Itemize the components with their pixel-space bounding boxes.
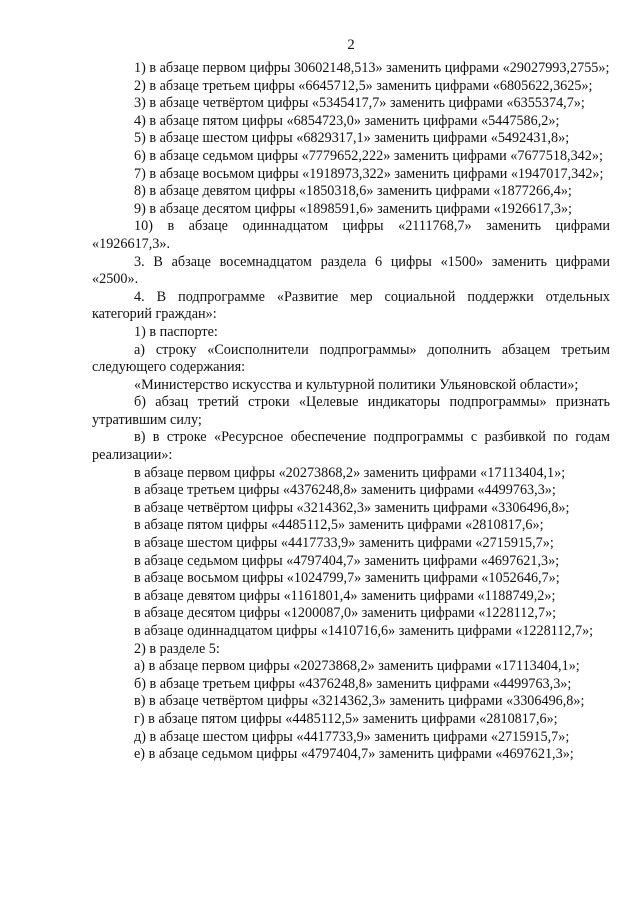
paragraph: 2) в разделе 5: xyxy=(134,640,220,657)
document-body xyxy=(92,60,610,764)
paragraph: б) в абзаце третьем цифры «4376248,8» заменить цифрами «4499763,3»; xyxy=(134,675,572,692)
paragraph: 1) в абзаце первом цифры 30602148,513» заменить цифрами «29027993,2755»; xyxy=(134,60,610,76)
paragraph: 6) в абзаце седьмом цифры «7779652,222» заменить цифрами «7677518,342»; xyxy=(134,147,603,164)
paragraph: 3. В абзаце восемнадцатом раздела 6 цифры «1500» заменить цифрами «2500». xyxy=(92,253,610,288)
paragraph: «Министерство искусства и культурной политики Ульяновской области»; xyxy=(134,376,579,393)
paragraph: а) строку «Соисполнители подпрограммы» дополнить абзацем третьим следующего содержания: xyxy=(92,341,610,376)
paragraph: в абзаце шестом цифры «4417733,9» заменить цифрами «2715915,7»; xyxy=(134,535,554,552)
paragraph: г) в абзаце пятом цифры «4485112,5» заменить цифрами «2810817,6»; xyxy=(134,710,558,727)
paragraph: в абзаце девятом цифры «1161801,4» заменить цифрами «1188749,2»; xyxy=(134,587,556,604)
paragraph: 10) в абзаце одиннадцатом цифры «2111768,7» заменить цифрами «1926617,3». xyxy=(92,218,610,252)
paragraph: в абзаце десятом цифры «1200087,0» заменить цифрами «1228112,7»; xyxy=(134,605,557,622)
paragraph: 4) в абзаце пятом цифры «6854723,0» заменить цифрами «5447586,2»; xyxy=(134,112,560,129)
paragraph: 8) в абзаце девятом цифры «1850318,6» заменить цифрами «1877266,4»; xyxy=(134,183,572,200)
paragraph: б) абзац третий строки «Целевые индикаторы подпрограммы» признать утратившим силу; xyxy=(92,394,610,428)
paragraph: в абзаце одиннадцатом цифры «1410716,6» заменить цифрами «1228112,7»; xyxy=(134,623,594,639)
paragraph: 5) в абзаце шестом цифры «6829317,1» заменить цифрами «5492431,8»; xyxy=(134,130,570,147)
paragraph: в абзаце пятом цифры «4485112,5» заменить цифрами «2810817,6»; xyxy=(134,517,544,534)
paragraph: в абзаце первом цифры «20273868,2» заменить цифрами «17113404,1»; xyxy=(134,464,566,481)
paragraph: 1) в паспорте: xyxy=(134,323,218,340)
paragraph: в абзаце восьмом цифры «1024799,7» заменить цифрами «1052646,7»; xyxy=(134,570,560,587)
page-number: 2 xyxy=(347,37,355,53)
paragraph: а) в абзаце первом цифры «20273868,2» заменить цифрами «17113404,1»; xyxy=(134,658,580,675)
paragraph: 7) в абзаце восьмом цифры «1918973,322» заменить цифрами «1947017,342»; xyxy=(134,165,604,182)
paragraph: 3) в абзаце четвёртом цифры «5345417,7» заменить цифрами «6355374,7»; xyxy=(134,95,585,112)
paragraph: в абзаце седьмом цифры «4797404,7» заменить цифрами «4697621,3»; xyxy=(134,552,560,569)
paragraph: в) в абзаце четвёртом цифры «3214362,3» заменить цифрами «3306496,8»; xyxy=(134,693,585,710)
paragraph: 9) в абзаце десятом цифры «1898591,6» заменить цифрами «1926617,3»; xyxy=(134,200,572,217)
paragraph: в абзаце третьем цифры «4376248,8» заменить цифрами «4499763,3»; xyxy=(134,482,556,499)
paragraph: е) в абзаце седьмом цифры «4797404,7» заменить цифрами «4697621,3»; xyxy=(134,746,574,763)
paragraph: в) в строке «Ресурсное обеспечение подпрограммы с разбивкой по годам реализации»: xyxy=(92,429,610,464)
paragraph: 2) в абзаце третьем цифры «6645712,5» заменить цифрами «6805622,3625»; xyxy=(134,77,593,94)
paragraph: в абзаце четвёртом цифры «3214362,3» заменить цифрами «3306496,8»; xyxy=(134,499,570,516)
paragraph: 4. В подпрограмме «Развитие мер социальной поддержки отдельных категорий граждан»: xyxy=(92,288,610,323)
paragraph: д) в абзаце шестом цифры «4417733,9» заменить цифрами «2715915,7»; xyxy=(134,728,570,745)
